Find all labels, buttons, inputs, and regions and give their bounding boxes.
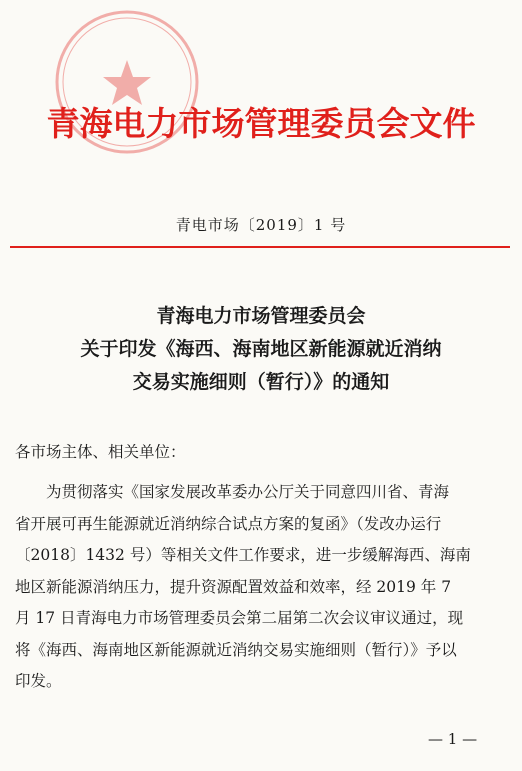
body-line: 为贯彻落实《国家发展改革委办公厅关于同意四川省、青海 <box>46 483 450 501</box>
body-line: 印发。 <box>15 672 62 690</box>
body-text <box>15 477 513 698</box>
document-number: 青电市场〔2019〕1 号 <box>175 216 347 234</box>
body-line: 月 17 日青海电力市场管理委员会第二届第二次会议审议通过，现 <box>15 609 464 627</box>
salutation: 各市场主体、相关单位： <box>15 443 186 461</box>
body-line: 将《海西、海南地区新能源就近消纳交易实施细则（暂行）》予以 <box>15 640 457 659</box>
page-number: — 1 — <box>428 730 478 748</box>
notice-title-line: 青海电力市场管理委员会 <box>156 305 366 327</box>
body-line: 省开展可再生能源就近消纳综合试点方案的复函》（发改办运行 <box>15 514 442 533</box>
red-divider <box>10 246 510 248</box>
notice-title <box>0 300 522 399</box>
body-line: 〔2018〕1432 号）等相关文件工作要求，进一步缓解海西、海南 <box>15 546 471 564</box>
body-line: 地区新能源消纳压力，提升资源配置效益和效率，经 2019 年 7 <box>15 577 452 596</box>
notice-title-line: 交易实施细则（暂行）》的通知 <box>132 371 390 393</box>
notice-title-line: 关于印发《海西、海南地区新能源就近消纳 <box>80 338 442 360</box>
header-title: 青海电力市场管理委员会文件 <box>46 104 476 143</box>
